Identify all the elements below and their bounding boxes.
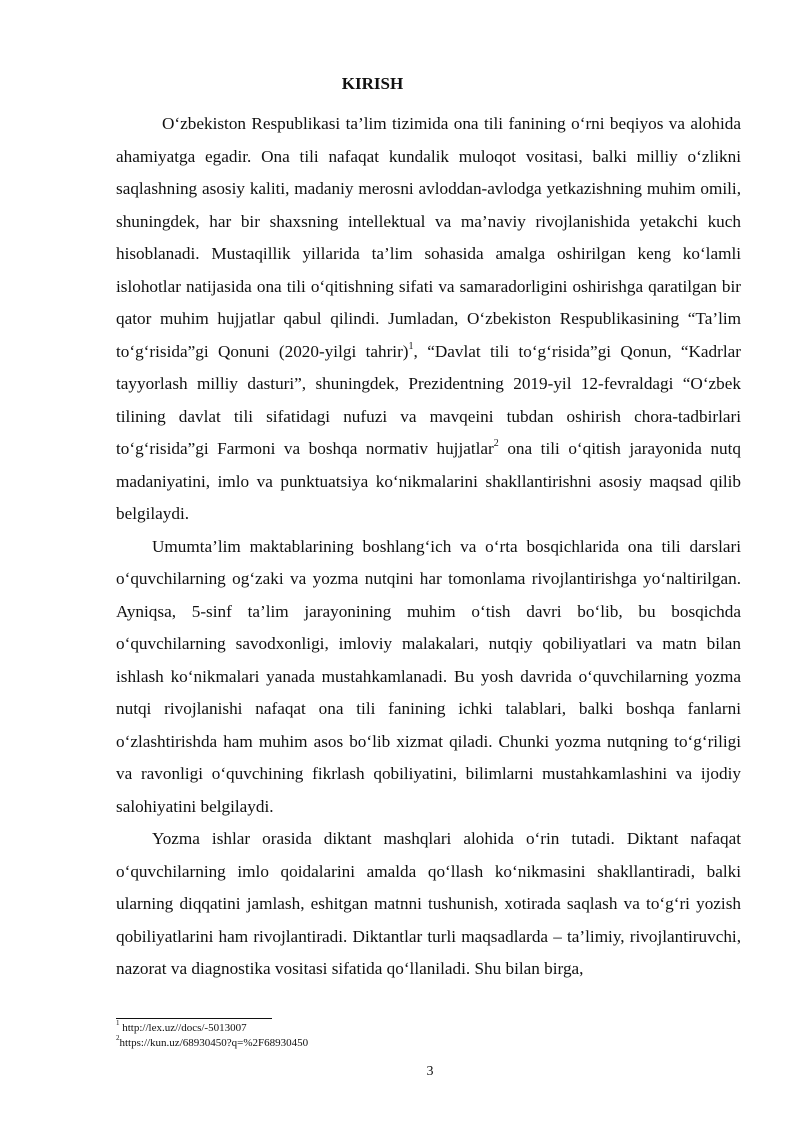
footnote-ref[interactable]: 1 xyxy=(408,340,414,352)
footnote-marker: 2 xyxy=(116,1034,120,1043)
body-text xyxy=(116,108,741,986)
footnotes xyxy=(116,1021,716,1051)
footnote-separator xyxy=(116,1018,272,1019)
footnote xyxy=(116,1021,716,1036)
paragraph: O‘zbekiston Respublikasi ta’lim tizimida ona tili fanining o‘rni beqiyos va alohida ahamiyatga egadir. Ona tili nafaqat kundalik muloqot vositasi, balki milliy o‘zlikni saqlashning asosiy kaliti, madaniy merosni avloddan-avlodga yetkazishning muhim omili, shuningdek, har bir shaxsning intellektual va ma’naviy rivojlanishida yetakchi kuch hisoblanadi. Mustaqillik yillarida ta’lim sohasida amalga oshirilgan keng ko‘lamli islohotlar natijasida ona tili o‘qitishning sifati va samaradorligini oshirishga qaratilgan bir qator muhim hujjatlar qabul qilindi. Jumladan, O‘zbekiston Respublikasining “Ta’lim to‘g‘risida”gi Qonuni (2020-yilgi tahrir)$^1$, “Davlat tili to‘g‘risida”gi Qonun, “Kadrlar tayyorlash milliy dasturi”, shuningdek, Prezidentning 2019-yil 12-fevraldagi “O‘zbek tilining davlat tili sifatidagi nufuzi va mavqeini tubdan oshirish chora-tadbirlari to‘g‘risida”gi Farmoni va boshqa normativ hujjatlar$^2$ ona tili o‘qitish jarayonida nutq madaniyatini, imlo va punktuatsiya ko‘nikmalarini shakllantirishni asosiy maqsad qilib belgilaydi. xyxy=(116,114,742,523)
footnote-link[interactable]: http://lex.uz//docs/-5013007 xyxy=(119,1022,247,1034)
footnote-link[interactable]: https://kun.uz/68930450?q=%2F68930450 xyxy=(119,1037,309,1049)
footnote xyxy=(116,1036,716,1051)
footnote-ref[interactable]: 2 xyxy=(493,438,499,450)
page-number: 3 xyxy=(426,1064,434,1079)
section-title: KIRISH xyxy=(341,74,404,93)
paragraph: Umumta’lim maktablarining boshlang‘ich va o‘rta bosqichlarida ona tili darslari o‘quvchilarning og‘zaki va yozma nutqini har tomonlama rivojlantirishga yo‘naltirilgan. Ayniqsa, 5-sinf ta’lim jarayonining muhim o‘tish davri bo‘lib, bu bosqichda o‘quvchilarning savodxonligi, imloviy malakalari, nutqiy qobiliyatlari va matn bilan ishlash ko‘nikmalari yanada mustahkamlanadi. Bu yosh davrida o‘quvchilarning yozma nutqi rivojlanishi nafaqat ona tili fanining ichki talablari, balki boshqa fanlarni o‘zlashtirishda ham muhim asos bo‘lib xizmat qiladi. Chunki yozma nutqning to‘g‘riligi va ravonligi o‘quvchining fikrlash qobiliyatini, bilimlarni mustahkamlashini va ijodiy salohiyatini belgilaydi. xyxy=(116,536,741,816)
paragraph: Yozma ishlar orasida diktant mashqlari alohida o‘rin tutadi. Diktant nafaqat o‘quvchilarning imlo qoidalarini amalda qo‘llash ko‘nikmasini shakllantiradi, balki ularning diqqatini jamlash, eshitgan matnni tushunish, xotirada saqlash va to‘g‘ri yozish qobiliyatlarini ham rivojlantiradi. Diktantlar turli maqsadlarda – ta’limiy, rivojlantiruvchi, nazorat va diagnostika vositasi sifatida qo‘llaniladi. Shu bilan birga, xyxy=(116,829,741,978)
footnote-marker: 1 xyxy=(116,1019,120,1028)
